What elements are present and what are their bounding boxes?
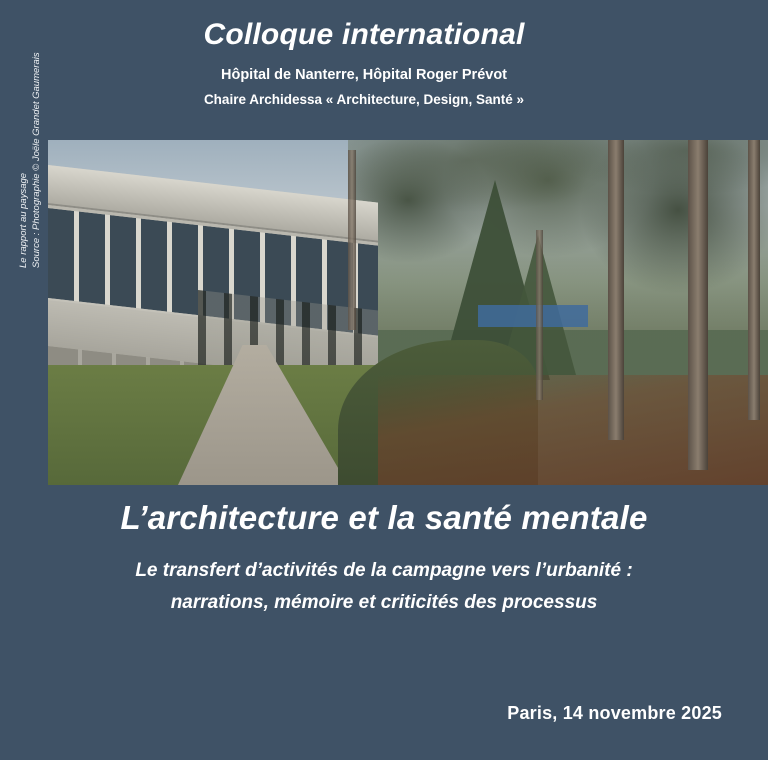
photo-tree-trunk bbox=[348, 150, 356, 330]
host-institutions: Hôpital de Nanterre, Hôpital Roger Prévot bbox=[220, 67, 508, 83]
photo-credit bbox=[18, 38, 44, 268]
event-type-title: Colloque international bbox=[203, 18, 525, 51]
photo-tree-trunk bbox=[748, 140, 760, 420]
photo-tree-trunk bbox=[536, 230, 543, 400]
photo-tree-trunk bbox=[688, 140, 708, 470]
photo-tree-trunk bbox=[608, 140, 624, 440]
poster-main-block bbox=[0, 500, 768, 616]
photo-credit-line2: Source : Photographie © Joële Grandet Gaumerais bbox=[30, 52, 42, 268]
poster-subtitle-line2: narrations, mémoire et criticités des processus bbox=[170, 591, 598, 613]
poster-subtitle-line1: Le transfert d’activités de la campagne vers l’urbanité : bbox=[135, 560, 633, 582]
poster-photo bbox=[48, 140, 768, 485]
poster-header bbox=[0, 0, 768, 109]
chair-name: Chaire Archidessa « Architecture, Design, Santé » bbox=[203, 92, 525, 108]
photo-blue-structure bbox=[478, 305, 588, 327]
photo-illustration bbox=[48, 140, 768, 485]
poster-date-location: Paris, 14 novembre 2025 bbox=[507, 703, 722, 723]
photo-credit-line1: Le rapport au paysage bbox=[18, 172, 29, 268]
poster-main-title: L’architecture et la santé mentale bbox=[120, 499, 648, 536]
photo-brush bbox=[378, 375, 768, 485]
